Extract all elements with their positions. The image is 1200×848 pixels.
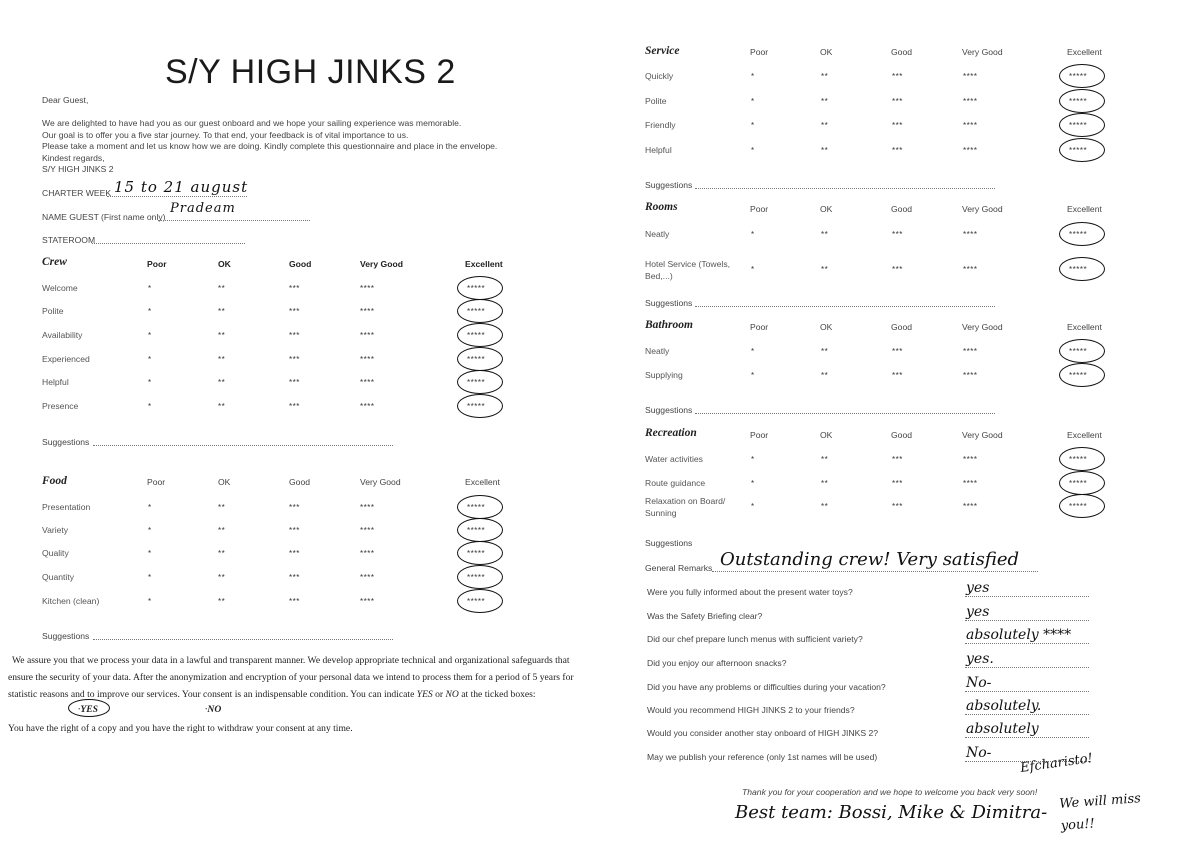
crew-rating-poor[interactable]: * xyxy=(148,355,152,364)
bathroom-rating-ok[interactable]: ** xyxy=(821,347,829,356)
rooms-selection-circle xyxy=(1059,257,1105,281)
crew-rating-very-good[interactable]: **** xyxy=(360,331,375,340)
service-suggestions-label: Suggestions xyxy=(645,180,693,190)
rooms-col-ok: OK xyxy=(820,204,833,214)
answer-value[interactable]: No- xyxy=(966,675,992,691)
food-row-label: Kitchen (clean) xyxy=(42,596,100,606)
charter-week-label: CHARTER WEEK xyxy=(42,188,112,198)
bathroom-rating-very-good[interactable]: **** xyxy=(963,347,978,356)
recreation-col-excellent: Excellent xyxy=(1067,430,1102,440)
service-rating-very-good[interactable]: **** xyxy=(963,146,978,155)
answer-line[interactable] xyxy=(965,596,1089,597)
page-title: S/Y HIGH JINKS 2 xyxy=(165,53,456,91)
consent-yes-circle xyxy=(68,699,110,717)
recreation-rating-good[interactable]: *** xyxy=(892,455,903,464)
consent-no-word: NO xyxy=(445,689,459,700)
bathroom-col-excellent: Excellent xyxy=(1067,322,1102,332)
recreation-rating-poor[interactable]: * xyxy=(751,479,755,488)
recreation-rating-ok[interactable]: ** xyxy=(821,455,829,464)
food-row-label: Quality xyxy=(42,548,69,558)
service-section-title: Service xyxy=(645,45,680,57)
service-rating-ok[interactable]: ** xyxy=(821,97,829,106)
consent-no-option[interactable]: ·NO xyxy=(205,704,222,715)
food-rating-ok[interactable]: ** xyxy=(218,573,226,582)
recreation-row-label: Water activities xyxy=(645,454,703,464)
service-rating-excellent[interactable]: ***** xyxy=(1069,146,1088,155)
food-row-label: Presentation xyxy=(42,502,91,512)
food-rating-very-good[interactable]: **** xyxy=(360,573,375,582)
bathroom-rating-good[interactable]: *** xyxy=(892,371,903,380)
recreation-rating-poor[interactable]: * xyxy=(751,502,755,511)
rooms-rating-poor[interactable]: * xyxy=(751,230,755,239)
crew-rating-ok[interactable]: ** xyxy=(218,355,226,364)
service-row-label: Helpful xyxy=(645,145,672,155)
bathroom-col-good: Good xyxy=(891,322,913,332)
crew-selection-circle xyxy=(457,323,503,347)
recreation-col-good: Good xyxy=(891,430,913,440)
crew-rating-ok[interactable]: ** xyxy=(218,284,226,293)
bathroom-section-title: Bathroom xyxy=(645,319,693,331)
recreation-col-poor: Poor xyxy=(750,430,769,440)
answer-line[interactable] xyxy=(965,643,1089,644)
rooms-rating-good[interactable]: *** xyxy=(892,265,903,274)
crew-rating-very-good[interactable]: **** xyxy=(360,284,375,293)
food-rating-very-good[interactable]: **** xyxy=(360,549,375,558)
service-col-good: Good xyxy=(891,47,913,57)
crew-col-excellent: Excellent xyxy=(465,259,503,269)
bathroom-row-label: Supplying xyxy=(645,370,683,380)
crew-rating-good[interactable]: *** xyxy=(289,402,300,411)
bathroom-suggestions-label: Suggestions xyxy=(645,405,693,415)
service-col-ok: OK xyxy=(820,47,833,57)
rooms-col-very-good: Very Good xyxy=(962,204,1003,214)
rooms-rating-ok[interactable]: ** xyxy=(821,230,829,239)
service-row-label: Friendly xyxy=(645,120,676,130)
general-remarks-label: General Remarks xyxy=(645,563,713,573)
service-suggestions-line[interactable] xyxy=(695,188,995,189)
service-rating-good[interactable]: *** xyxy=(892,121,903,130)
food-rating-ok[interactable]: ** xyxy=(218,503,226,512)
service-selection-circle xyxy=(1059,113,1105,137)
food-rating-excellent[interactable]: ***** xyxy=(467,573,486,582)
answer-value[interactable]: yes. xyxy=(966,651,994,667)
consent-text xyxy=(8,652,588,703)
food-rating-good[interactable]: *** xyxy=(289,573,300,582)
bathroom-rating-poor[interactable]: * xyxy=(751,371,755,380)
crew-rating-good[interactable]: *** xyxy=(289,331,300,340)
crew-suggestions-label: Suggestions xyxy=(42,437,90,447)
answer-line[interactable] xyxy=(965,667,1089,668)
intro-line: Please take a moment and let us know how we are doing. Kindly complete this questionnaire and place in the envelope. xyxy=(42,141,498,152)
question-text: Would you consider another stay onboard of HIGH JINKS 2? xyxy=(647,728,879,738)
consent-no-label: NO xyxy=(207,704,222,715)
intro-line: Our goal is to offer you a five star journey. To that end, your feedback is of vital importance to us. xyxy=(42,129,409,140)
answer-line[interactable] xyxy=(965,737,1089,738)
crew-col-very-good: Very Good xyxy=(360,259,403,269)
question-text: May we publish your reference (only 1st names will be used) xyxy=(647,752,878,762)
service-row-label: Quickly xyxy=(645,71,674,81)
recreation-rating-poor[interactable]: * xyxy=(751,455,755,464)
consent-yes-option[interactable]: ·YES xyxy=(78,704,99,715)
bathroom-row-label: Neatly xyxy=(645,346,670,356)
service-selection-circle xyxy=(1059,89,1105,113)
crew-rating-good[interactable]: *** xyxy=(289,378,300,387)
crew-rating-poor[interactable]: * xyxy=(148,402,152,411)
crew-row-label: Helpful xyxy=(42,377,69,387)
recreation-rating-very-good[interactable]: **** xyxy=(963,479,978,488)
crew-rating-good[interactable]: *** xyxy=(289,284,300,293)
rooms-selection-circle xyxy=(1059,222,1105,246)
crew-suggestions-line[interactable] xyxy=(93,445,393,446)
stateroom-line[interactable] xyxy=(92,243,245,244)
intro-line: We are delighted to have had you as our guest onboard and we hope your sailing experience was memorable. xyxy=(42,118,462,128)
service-row-label: Polite xyxy=(645,96,667,106)
service-rating-excellent[interactable]: ***** xyxy=(1069,72,1088,81)
food-col-excellent: Excellent xyxy=(465,477,500,487)
service-rating-good[interactable]: *** xyxy=(892,72,903,81)
food-rating-ok[interactable]: ** xyxy=(218,549,226,558)
question-text: Did you have any problems or difficulties during your vacation? xyxy=(647,682,886,692)
bathroom-col-ok: OK xyxy=(820,322,833,332)
rooms-row-label: Neatly xyxy=(645,229,670,239)
service-rating-very-good[interactable]: **** xyxy=(963,97,978,106)
service-rating-ok[interactable]: ** xyxy=(821,146,829,155)
greeting: Dear Guest, xyxy=(42,95,89,105)
recreation-rating-good[interactable]: *** xyxy=(892,502,903,511)
bathroom-col-very-good: Very Good xyxy=(962,322,1003,332)
food-rating-good[interactable]: *** xyxy=(289,597,300,606)
crew-rating-poor[interactable]: * xyxy=(148,307,152,316)
food-rating-very-good[interactable]: **** xyxy=(360,503,375,512)
handwritten-team: Best team: Bossi, Mike & Dimitra- xyxy=(735,802,1048,823)
rooms-row-label: Hotel Service (Towels, Bed,...) xyxy=(645,259,731,281)
crew-selection-circle xyxy=(457,370,503,394)
recreation-rating-ok[interactable]: ** xyxy=(821,479,829,488)
food-selection-circle xyxy=(457,495,503,519)
crew-rating-ok[interactable]: ** xyxy=(218,331,226,340)
rooms-rating-poor[interactable]: * xyxy=(751,265,755,274)
answer-value[interactable]: No- xyxy=(966,745,992,761)
crew-rating-very-good[interactable]: **** xyxy=(360,402,375,411)
crew-row-label: Presence xyxy=(42,401,79,411)
crew-row-label: Welcome xyxy=(42,283,78,293)
food-rating-poor[interactable]: * xyxy=(148,549,152,558)
service-rating-very-good[interactable]: **** xyxy=(963,72,978,81)
rooms-rating-very-good[interactable]: **** xyxy=(963,265,978,274)
crew-row-label: Polite xyxy=(42,306,64,316)
food-selection-circle xyxy=(457,565,503,589)
bathroom-rating-good[interactable]: *** xyxy=(892,347,903,356)
service-rating-poor[interactable]: * xyxy=(751,146,755,155)
food-row-label: Quantity xyxy=(42,572,75,582)
recreation-section-title: Recreation xyxy=(645,427,697,439)
food-rating-poor[interactable]: * xyxy=(148,597,152,606)
food-col-good: Good xyxy=(289,477,311,487)
recreation-row-label: Relaxation on Board/ Sunning xyxy=(645,496,726,518)
rooms-rating-good[interactable]: *** xyxy=(892,230,903,239)
food-rating-good[interactable]: *** xyxy=(289,526,300,535)
answer-value[interactable]: absolutely **** xyxy=(966,627,1072,643)
crew-rating-very-good[interactable]: **** xyxy=(360,378,375,387)
food-rating-ok[interactable]: ** xyxy=(218,597,226,606)
crew-rating-excellent[interactable]: ***** xyxy=(467,378,486,387)
answer-line[interactable] xyxy=(965,620,1089,621)
crew-rating-poor[interactable]: * xyxy=(148,284,152,293)
rooms-col-excellent: Excellent xyxy=(1067,204,1102,214)
question-text: Was the Safety Briefing clear? xyxy=(647,611,763,621)
crew-selection-circle xyxy=(457,394,503,418)
service-selection-circle xyxy=(1059,64,1105,88)
recreation-selection-circle xyxy=(1059,494,1105,518)
name-guest-label: NAME GUEST (First name only) xyxy=(42,212,166,222)
crew-rating-excellent[interactable]: ***** xyxy=(467,307,486,316)
service-rating-poor[interactable]: * xyxy=(751,97,755,106)
crew-rating-excellent[interactable]: ***** xyxy=(467,355,486,364)
charter-week-value[interactable]: 15 to 21 august xyxy=(114,178,249,196)
consent-text-part: We assure you that we process your data in a lawful and transparent manner. We develop appropriate technical and organizational safeguards that ensure the security of your data. After the anonymization and encryption of your personal data we intend to process them for a period of 5 years for statistic reasons and to improve our services. Your consent is an indispensable condition. You can indicate xyxy=(8,655,574,700)
stateroom-label: STATEROOM xyxy=(42,235,96,245)
consent-withdraw: You have the right of a copy and you have the right to withdraw your consent at any time. xyxy=(8,723,353,734)
bathroom-rating-poor[interactable]: * xyxy=(751,347,755,356)
bathroom-col-poor: Poor xyxy=(750,322,769,332)
question-text: Would you recommend HIGH JINKS 2 to your friends? xyxy=(647,705,855,715)
bathroom-rating-excellent[interactable]: ***** xyxy=(1069,347,1088,356)
food-rating-good[interactable]: *** xyxy=(289,549,300,558)
answer-line[interactable] xyxy=(965,691,1089,692)
handwritten-efcharisto: Efcharisto! xyxy=(1019,750,1094,777)
rooms-section-title: Rooms xyxy=(645,201,678,213)
crew-rating-very-good[interactable]: **** xyxy=(360,355,375,364)
rooms-rating-excellent[interactable]: ***** xyxy=(1069,265,1088,274)
crew-rating-good[interactable]: *** xyxy=(289,355,300,364)
service-rating-good[interactable]: *** xyxy=(892,146,903,155)
general-remarks-value[interactable]: Outstanding crew! Very satisfied xyxy=(720,549,1020,570)
food-section-title: Food xyxy=(42,475,67,487)
food-col-poor: Poor xyxy=(147,477,166,487)
general-remarks-line[interactable] xyxy=(712,571,1038,572)
service-rating-ok[interactable]: ** xyxy=(821,121,829,130)
answer-value[interactable]: absolutely. xyxy=(966,698,1042,714)
crew-rating-ok[interactable]: ** xyxy=(218,402,226,411)
rooms-suggestions-line[interactable] xyxy=(695,306,995,307)
crew-rating-poor[interactable]: * xyxy=(148,378,152,387)
crew-rating-ok[interactable]: ** xyxy=(218,307,226,316)
service-col-excellent: Excellent xyxy=(1067,47,1102,57)
food-rating-excellent[interactable]: ***** xyxy=(467,526,486,535)
question-text: Were you fully informed about the present water toys? xyxy=(647,587,853,597)
food-rating-very-good[interactable]: **** xyxy=(360,597,375,606)
handwritten-miss-you: We will miss you!! xyxy=(1058,791,1142,834)
answer-line[interactable] xyxy=(965,714,1089,715)
food-rating-very-good[interactable]: **** xyxy=(360,526,375,535)
food-rating-excellent[interactable]: ***** xyxy=(467,549,486,558)
food-suggestions-label: Suggestions xyxy=(42,631,90,641)
service-rating-good[interactable]: *** xyxy=(892,97,903,106)
recreation-row-label: Route guidance xyxy=(645,478,706,488)
recreation-selection-circle xyxy=(1059,447,1105,471)
intro-line: S/Y HIGH JINKS 2 xyxy=(42,164,114,175)
consent-yes-label: YES xyxy=(80,704,99,715)
food-suggestions-line[interactable] xyxy=(93,639,393,640)
intro-line: Kindest regards, xyxy=(42,152,105,163)
rooms-col-poor: Poor xyxy=(750,204,769,214)
crew-rating-excellent[interactable]: ***** xyxy=(467,284,486,293)
food-selection-circle xyxy=(457,589,503,613)
crew-col-ok: OK xyxy=(218,259,231,269)
consent-yes-word: YES xyxy=(416,689,433,700)
food-rating-good[interactable]: *** xyxy=(289,503,300,512)
crew-row-label: Availability xyxy=(42,330,83,340)
name-guest-line[interactable] xyxy=(158,220,310,221)
food-selection-circle xyxy=(457,541,503,565)
answer-value[interactable]: yes xyxy=(966,580,990,596)
service-rating-poor[interactable]: * xyxy=(751,121,755,130)
food-col-very-good: Very Good xyxy=(360,477,401,487)
crew-rating-ok[interactable]: ** xyxy=(218,378,226,387)
rooms-col-good: Good xyxy=(891,204,913,214)
recreation-rating-very-good[interactable]: **** xyxy=(963,455,978,464)
thanks-text: Thank you for your cooperation and we hope to welcome you back very soon! xyxy=(742,787,1038,797)
food-rating-excellent[interactable]: ***** xyxy=(467,503,486,512)
recreation-selection-circle xyxy=(1059,471,1105,495)
crew-selection-circle xyxy=(457,276,503,300)
charter-week-line[interactable] xyxy=(107,196,247,197)
crew-rating-excellent[interactable]: ***** xyxy=(467,331,486,340)
service-rating-poor[interactable]: * xyxy=(751,72,755,81)
food-row-label: Variety xyxy=(42,525,69,535)
recreation-suggestions-label: Suggestions xyxy=(645,538,693,548)
bathroom-selection-circle xyxy=(1059,339,1105,363)
service-selection-circle xyxy=(1059,138,1105,162)
service-col-poor: Poor xyxy=(750,47,769,57)
bathroom-rating-very-good[interactable]: **** xyxy=(963,371,978,380)
crew-col-good: Good xyxy=(289,259,312,269)
bathroom-suggestions-line[interactable] xyxy=(695,413,995,414)
food-rating-poor[interactable]: * xyxy=(148,526,152,535)
recreation-rating-excellent[interactable]: ***** xyxy=(1069,455,1088,464)
service-rating-excellent[interactable]: ***** xyxy=(1069,121,1088,130)
rooms-suggestions-label: Suggestions xyxy=(645,298,693,308)
rooms-rating-ok[interactable]: ** xyxy=(821,265,829,274)
service-rating-ok[interactable]: ** xyxy=(821,72,829,81)
service-rating-excellent[interactable]: ***** xyxy=(1069,97,1088,106)
recreation-col-ok: OK xyxy=(820,430,833,440)
crew-rating-excellent[interactable]: ***** xyxy=(467,402,486,411)
food-rating-poor[interactable]: * xyxy=(148,573,152,582)
consent-or-word: or xyxy=(432,689,446,700)
service-col-very-good: Very Good xyxy=(962,47,1003,57)
crew-selection-circle xyxy=(457,347,503,371)
consent-text-part: at the ticked boxes: xyxy=(458,689,536,700)
question-text: Did our chef prepare lunch menus with sufficient variety? xyxy=(647,634,863,644)
question-text: Did you enjoy our afternoon snacks? xyxy=(647,658,787,668)
bathroom-rating-ok[interactable]: ** xyxy=(821,371,829,380)
rooms-rating-very-good[interactable]: **** xyxy=(963,230,978,239)
food-selection-circle xyxy=(457,518,503,542)
food-rating-excellent[interactable]: ***** xyxy=(467,597,486,606)
rooms-rating-excellent[interactable]: ***** xyxy=(1069,230,1088,239)
recreation-rating-excellent[interactable]: ***** xyxy=(1069,502,1088,511)
service-rating-very-good[interactable]: **** xyxy=(963,121,978,130)
recreation-col-very-good: Very Good xyxy=(962,430,1003,440)
recreation-rating-ok[interactable]: ** xyxy=(821,502,829,511)
bathroom-selection-circle xyxy=(1059,363,1105,387)
answer-value[interactable]: absolutely xyxy=(966,721,1039,737)
food-rating-poor[interactable]: * xyxy=(148,503,152,512)
crew-section-title: Crew xyxy=(42,256,67,268)
crew-rating-poor[interactable]: * xyxy=(148,331,152,340)
recreation-rating-excellent[interactable]: ***** xyxy=(1069,479,1088,488)
bathroom-rating-excellent[interactable]: ***** xyxy=(1069,371,1088,380)
crew-selection-circle xyxy=(457,299,503,323)
food-col-ok: OK xyxy=(218,477,231,487)
intro-text xyxy=(42,118,512,176)
answer-value[interactable]: yes xyxy=(966,604,990,620)
recreation-rating-very-good[interactable]: **** xyxy=(963,502,978,511)
food-rating-ok[interactable]: ** xyxy=(218,526,226,535)
crew-rating-good[interactable]: *** xyxy=(289,307,300,316)
crew-rating-very-good[interactable]: **** xyxy=(360,307,375,316)
crew-row-label: Experienced xyxy=(42,354,90,364)
crew-col-poor: Poor xyxy=(147,259,167,269)
name-guest-value[interactable]: Pradeam xyxy=(170,201,236,216)
recreation-rating-good[interactable]: *** xyxy=(892,479,903,488)
